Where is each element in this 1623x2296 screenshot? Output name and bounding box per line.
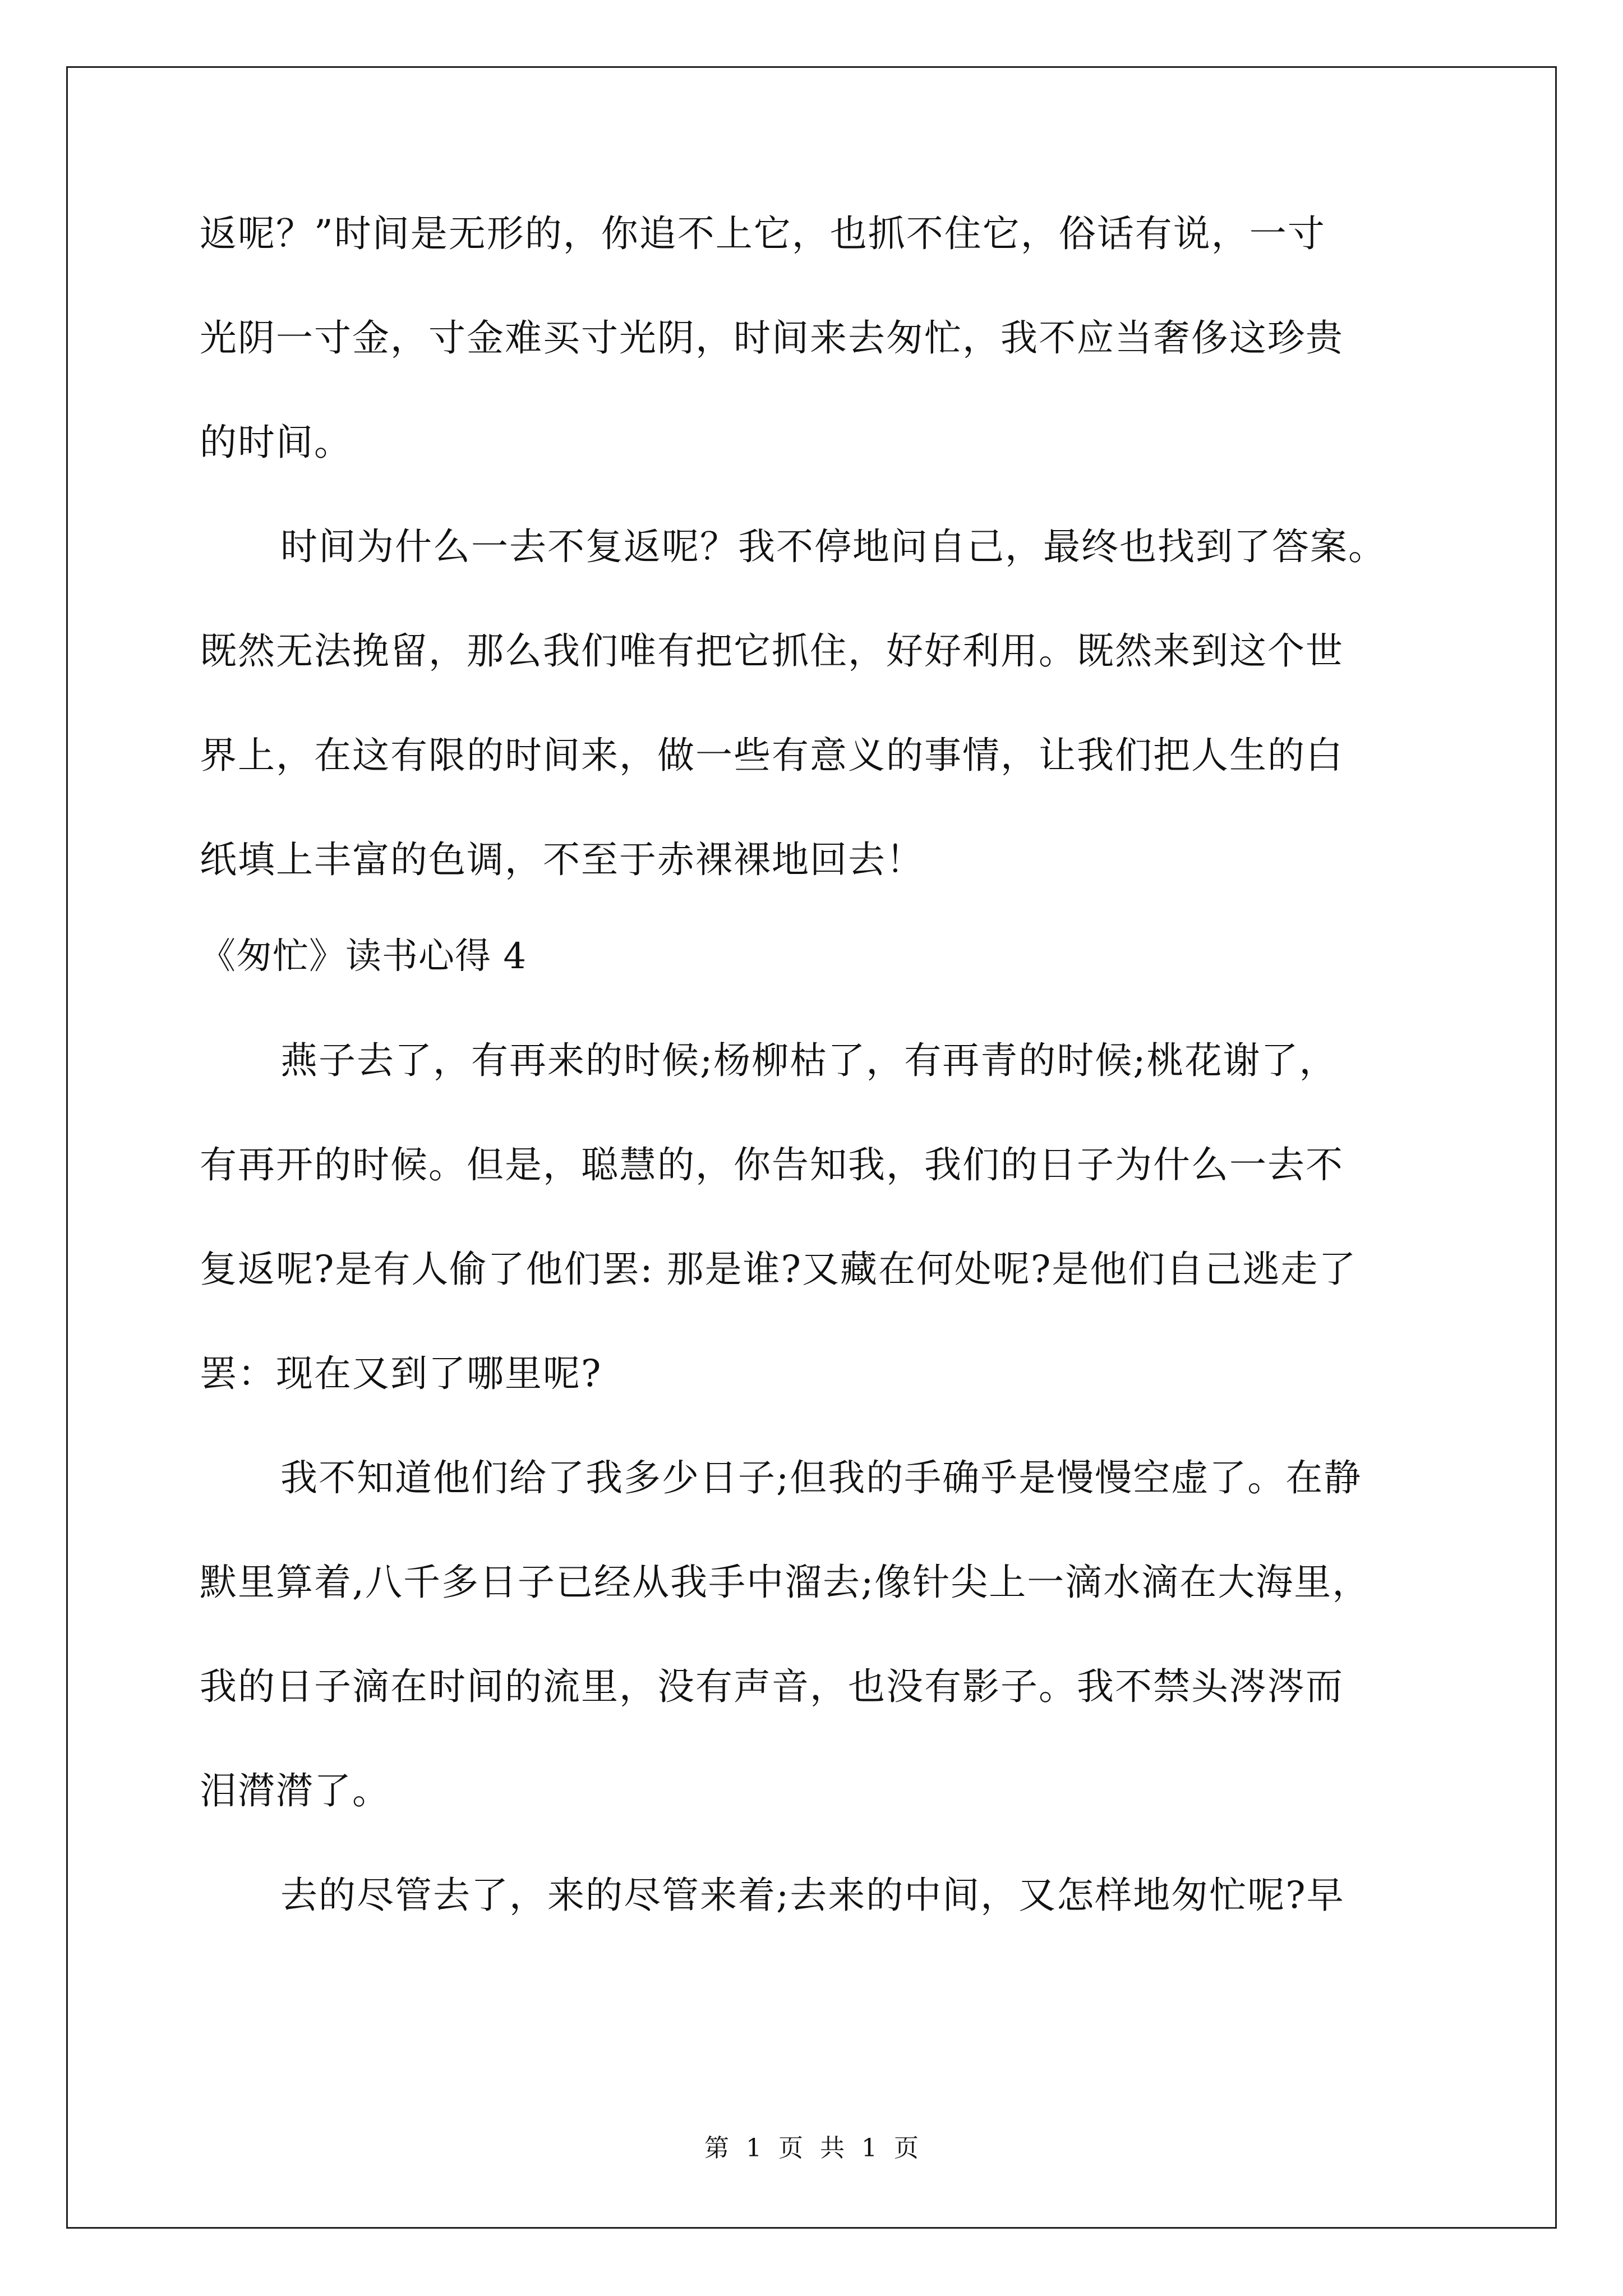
- text-line: 光阴一寸金，寸金难买寸光阴，时间来去匆忙，我不应当奢侈这珍贵: [200, 316, 1344, 360]
- text-line: 复返呢?是有人偷了他们罢: 那是谁?又藏在何处呢?是他们自己逃走了: [200, 1248, 1357, 1291]
- text-line: 默里算着,八千多日子已经从我手中溜去;像针尖上一滴水滴在大海里，: [200, 1561, 1371, 1604]
- text-line: 我的日子滴在时间的流里，没有声音，也没有影子。我不禁头涔涔而: [200, 1665, 1344, 1708]
- paragraph-start-line: 去的尽管去了，来的尽管来着;去来的中间，又怎样地匆忙呢?早: [280, 1874, 1345, 1917]
- document-body: [200, 174, 1422, 1921]
- text-line: 既然无法挽留，那么我们唯有把它抓住，好好利用。既然来到这个世: [200, 629, 1344, 673]
- text-line: 泪潸潸了。: [200, 1769, 390, 1812]
- page-footer: [0, 2132, 1623, 2165]
- text-line: 返呢？”时间是无形的，你追不上它，也抓不住它，俗话有说，一寸: [200, 212, 1326, 255]
- paragraph-start-line: 我不知道他们给了我多少日子;但我的手确乎是慢慢空虚了。在静: [280, 1456, 1362, 1499]
- text-line: 有再开的时候。但是，聪慧的，你告知我，我们的日子为什么一去不: [200, 1143, 1344, 1186]
- page-number: 第 1 页: [704, 2134, 803, 2162]
- text-line: 界上，在这有限的时间来，做一些有意义的事情，让我们把人生的白: [200, 734, 1344, 777]
- text-line: 纸填上丰富的色调，不至于赤裸裸地回去！: [200, 838, 924, 881]
- text-line: 罢：现在又到了哪里呢?: [200, 1352, 602, 1395]
- paragraph-start-line: 时间为什么一去不复返呢？我不停地问自己，最终也找到了答案。: [280, 525, 1386, 568]
- section-heading: 《匆忙》读书心得 4: [200, 936, 527, 977]
- text-line: 的时间。: [200, 421, 352, 464]
- paragraph-start-line: 燕子去了，有再来的时候;杨柳枯了，有再青的时候;桃花谢了，: [280, 1039, 1338, 1082]
- page-total: 共 1 页: [820, 2134, 919, 2162]
